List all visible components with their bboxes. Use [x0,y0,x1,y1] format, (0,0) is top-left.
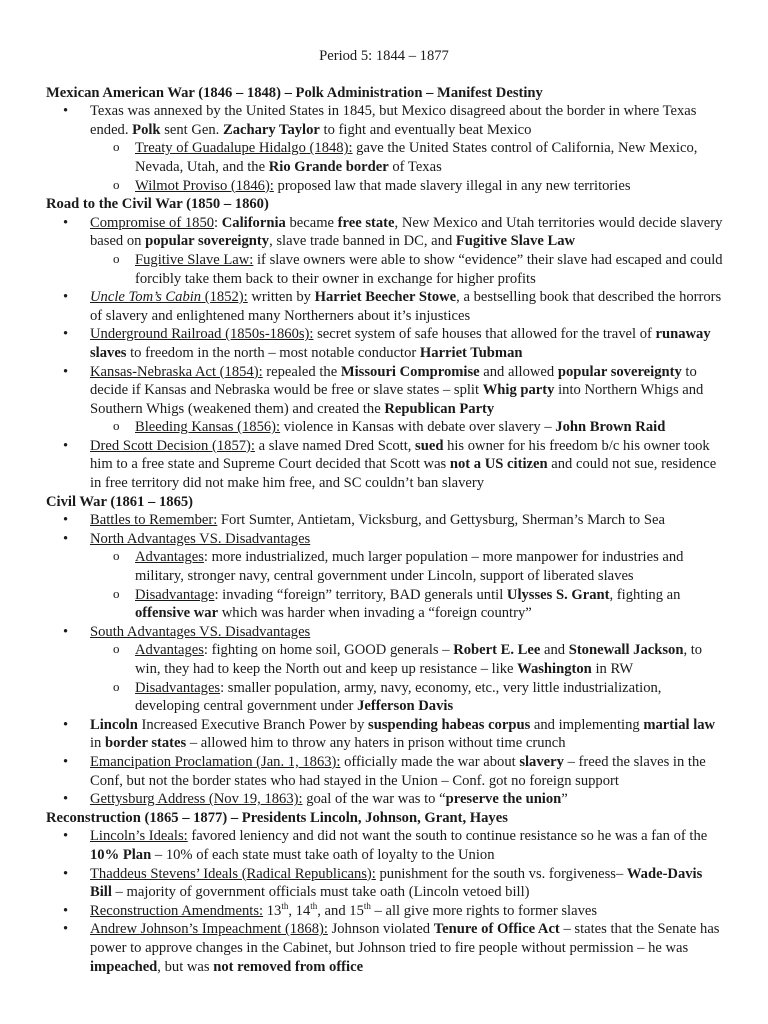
document-body [0,84,768,977]
bold-term: preserve the union [445,791,562,808]
bold-term: Wade-Davis Bill [90,865,703,901]
text-run: gave the United States control of California, New Mexico, Nevada, Utah, and the [135,140,698,175]
bold-term: California [221,214,286,231]
underlined-term: Disadvantages [135,679,221,696]
underlined-term: Disadvantage [135,586,215,603]
underlined-term: Emancipation Proclamation (Jan. 1, 1863): [90,753,341,770]
bullet-item [0,716,768,753]
text-run: – freed the slaves in the Conf, but not the border states who had stayed in the Union – Conf. got no foreign support [90,753,706,789]
underlined-term: Thaddeus Stevens’ Ideals (Radical Republicans): [90,865,376,882]
text-run: : more industrialized, much larger population – more manpower for industries and military, stronger navy, central government under Lincoln, support of liberated slaves [135,549,684,585]
text-run: a slave named Dred Scott, [254,437,416,454]
underlined-term: Andrew Johnson’s Impeachment (1868): [90,921,328,938]
bullet-item [0,102,768,139]
sub-bullet-item [0,679,768,716]
bullet-item [0,865,768,902]
text-run: , slave trade banned in DC, and [269,233,456,250]
bold-term: 10% Plan [90,846,152,863]
text-run: , and 15 [317,902,364,919]
sub-bullet-item [0,177,768,196]
text-run: , New Mexico and Utah territories would decide slavery based on [90,214,723,250]
bold-term: not a US citizen [449,456,548,473]
bullet-item [0,325,768,362]
text-run: into Northern Whigs and Southern Whigs (weakened them) and created the [90,382,704,417]
text-run: sent Gen. [160,121,223,138]
underlined-term: Wilmot Proviso (1846): [135,177,274,194]
text-run: and could not sue, residence in free territory did not make him free, and SC couldn’t ban slavery [90,456,717,492]
text-run: 13 [263,902,282,919]
text-run: ” [561,791,568,808]
bold-term: Missouri Compromise [340,363,480,380]
sub-bullet-item [0,418,768,437]
text-run: goal of the war was to “ [302,791,446,808]
text-run: – majority of government officials must take oath (Lincoln vetoed bill) [111,884,530,901]
text-run: and implementing [530,716,644,733]
text-run: in RW [591,661,634,677]
bold-term: not removed from office [213,958,364,975]
text-run: – states that the Senate has power to approve changes in the Cabinet, but Johnson tried to fire people without permission – he was [90,921,720,956]
bullet-item [0,530,768,549]
underlined-term: Lincoln’s Ideals: [90,828,188,845]
sub-bullet-item [0,251,768,288]
bold-term: Republican Party [384,400,495,417]
bold-term: popular sovereignty [145,233,270,250]
sub-bullet-item [0,641,768,678]
bold-term: John Brown Raid [555,419,666,436]
text-run: written by [247,289,315,306]
text-run: , fighting an [609,586,681,603]
underlined-term: Dred Scott Decision (1857): [90,437,255,454]
text-run: , but was [157,958,214,975]
bold-term: Robert E. Lee [453,642,541,659]
underlined-term: Reconstruction Amendments: [90,902,264,919]
bold-term: impeached [90,958,158,975]
bullet-item [0,902,768,921]
bullet-list [0,827,768,976]
section-heading: Mexican American War (1846 – 1848) – Polk Administration – Manifest Destiny [46,84,543,101]
underlined-term: (1852): [201,289,248,306]
text-run: Increased Executive Branch Power by [137,716,369,733]
text-run: and [540,642,569,659]
bullet-item [0,920,768,976]
sub-bullet-item [0,139,768,176]
text-run: punishment for the south vs. forgiveness– [375,865,627,882]
bullet-item [0,827,768,864]
bullet-item [0,363,768,419]
underlined-term: Fugitive Slave Law: [135,251,254,268]
underlined-term: South Advantages VS. Disadvantages [90,623,311,640]
page-title: Period 5: 1844 – 1877 [319,48,449,64]
underlined-term: Kansas-Nebraska Act (1854): [90,363,263,380]
bold-term: Fugitive Slave Law [455,233,576,250]
bullet-item [0,437,768,493]
underlined-term: Bleeding Kansas (1856): [135,419,281,436]
underlined-term: Battles to Remember: [90,512,218,529]
section-heading: Civil War (1861 – 1865) [46,493,194,510]
text-run: in [90,735,105,752]
text-run: , to win, they had to keep the North out and keep up resistance – like [135,642,703,677]
text-run: : [214,214,222,231]
bold-term: Ulysses S. Grant [506,586,610,603]
text-run: to freedom in the north – most notable conductor [126,344,420,361]
underlined-term: Advantages [135,642,204,659]
bold-term: popular sovereignty [557,363,682,380]
text-run: proposed law that made slavery illegal in any new territories [273,177,631,194]
italic-underlined-title: Uncle Tom’s Cabin [90,289,202,306]
underlined-term: Gettysburg Address (Nov 19, 1863): [90,791,303,808]
bold-term: Washington [517,661,592,677]
bold-term: Tenure of Office Act [433,921,560,938]
underlined-term: Compromise of 1850 [90,214,215,231]
underlined-term: Underground Railroad (1850s-1860s): [90,326,314,343]
bold-term: Stonewall Jackson [568,642,684,659]
bold-term: slavery [519,753,564,770]
text-run: Johnson violated [327,921,434,938]
superscript: th [281,900,289,911]
bullet-item [0,790,768,809]
bold-term: Polk [132,121,161,138]
text-run: to fight and eventually beat Mexico [319,121,532,138]
bullet-item [0,214,768,251]
bullet-item [0,288,768,325]
section-heading: Reconstruction (1865 – 1877) – Presidents Lincoln, Johnson, Grant, Hayes [46,809,508,826]
text-run: – allowed him to throw any haters in prison without time crunch [186,735,566,752]
bullet-item [0,511,768,530]
bold-term: Harriet Tubman [419,344,523,361]
bold-term: Jefferson Davis [357,698,454,715]
bullet-list [0,102,768,195]
bold-term: martial law [643,716,716,733]
text-run: violence in Kansas with debate over slavery – [280,419,556,436]
bold-term: offensive war [135,605,219,622]
text-run: repealed the [262,363,341,380]
text-run: – 10% of each state must take oath of loyalty to the Union [151,846,495,863]
text-run: which was harder when invading a “foreign country” [218,605,532,622]
bold-term: border states [105,735,187,752]
underlined-term: Treaty of Guadalupe Hidalgo (1848): [135,140,353,157]
bold-term: Harriet Beecher Stowe [314,289,457,306]
text-run: Texas was annexed by the United States in 1845, but Mexico disagreed about the border in where Texas ended. [90,103,697,138]
text-run: : fighting on home soil, GOOD generals – [203,642,454,659]
text-run: Fort Sumter, Antietam, Vicksburg, and Gettysburg, Sherman’s March to Sea [217,512,665,529]
bold-term: Rio Grande border [268,158,389,175]
text-run: to decide if Kansas and Nebraska would be free or slave states – split [90,363,697,399]
underlined-term: North Advantages VS. Disadvantages [90,530,311,547]
text-run: favored leniency and did not want the south to continue resistance so he was a fan of the [187,828,708,845]
bold-term: sued [415,437,444,454]
superscript: th [310,900,318,911]
text-run: : invading “foreign” territory, BAD generals until [214,586,507,603]
text-run: , 14 [288,902,311,919]
bold-term: Zachary Taylor [222,121,320,138]
text-run: became [285,214,338,231]
text-run: : smaller population, army, navy, economy, etc., very little industrialization, developing central government under [135,679,662,715]
bold-term: suspending habeas corpus [368,716,531,733]
text-run: secret system of safe houses that allowed for the travel of [313,326,656,343]
text-run: officially made the war about [340,753,520,770]
bullet-list [0,511,768,809]
bold-term: free state [337,214,395,231]
bullet-item [0,623,768,642]
text-run: of Texas [388,158,442,175]
bold-term: Lincoln [90,716,138,733]
text-run: and allowed [479,363,558,380]
superscript: th [363,900,371,911]
bold-term: runaway slaves [90,326,711,361]
text-run: – all give more rights to former slaves [370,902,598,919]
text-run: his owner for his freedom b/c his owner took him to a free state and Supreme Court decided that Scott was [90,437,710,473]
text-run: , a bestselling book that described the horrors of slavery and enlightened many Northerners about it’s injustices [90,289,722,324]
sub-bullet-item [0,586,768,623]
bold-term: Whig party [482,382,555,399]
bullet-item [0,753,768,790]
sub-bullet-item [0,548,768,585]
bullet-list [0,214,768,493]
section-heading: Road to the Civil War (1850 – 1860) [46,196,269,213]
underlined-term: Advantages [135,549,204,566]
text-run: if slave owners were able to show “evidence” their slave had escaped and could forcibly take them back to their owner in exchange for higher profits [135,251,723,287]
